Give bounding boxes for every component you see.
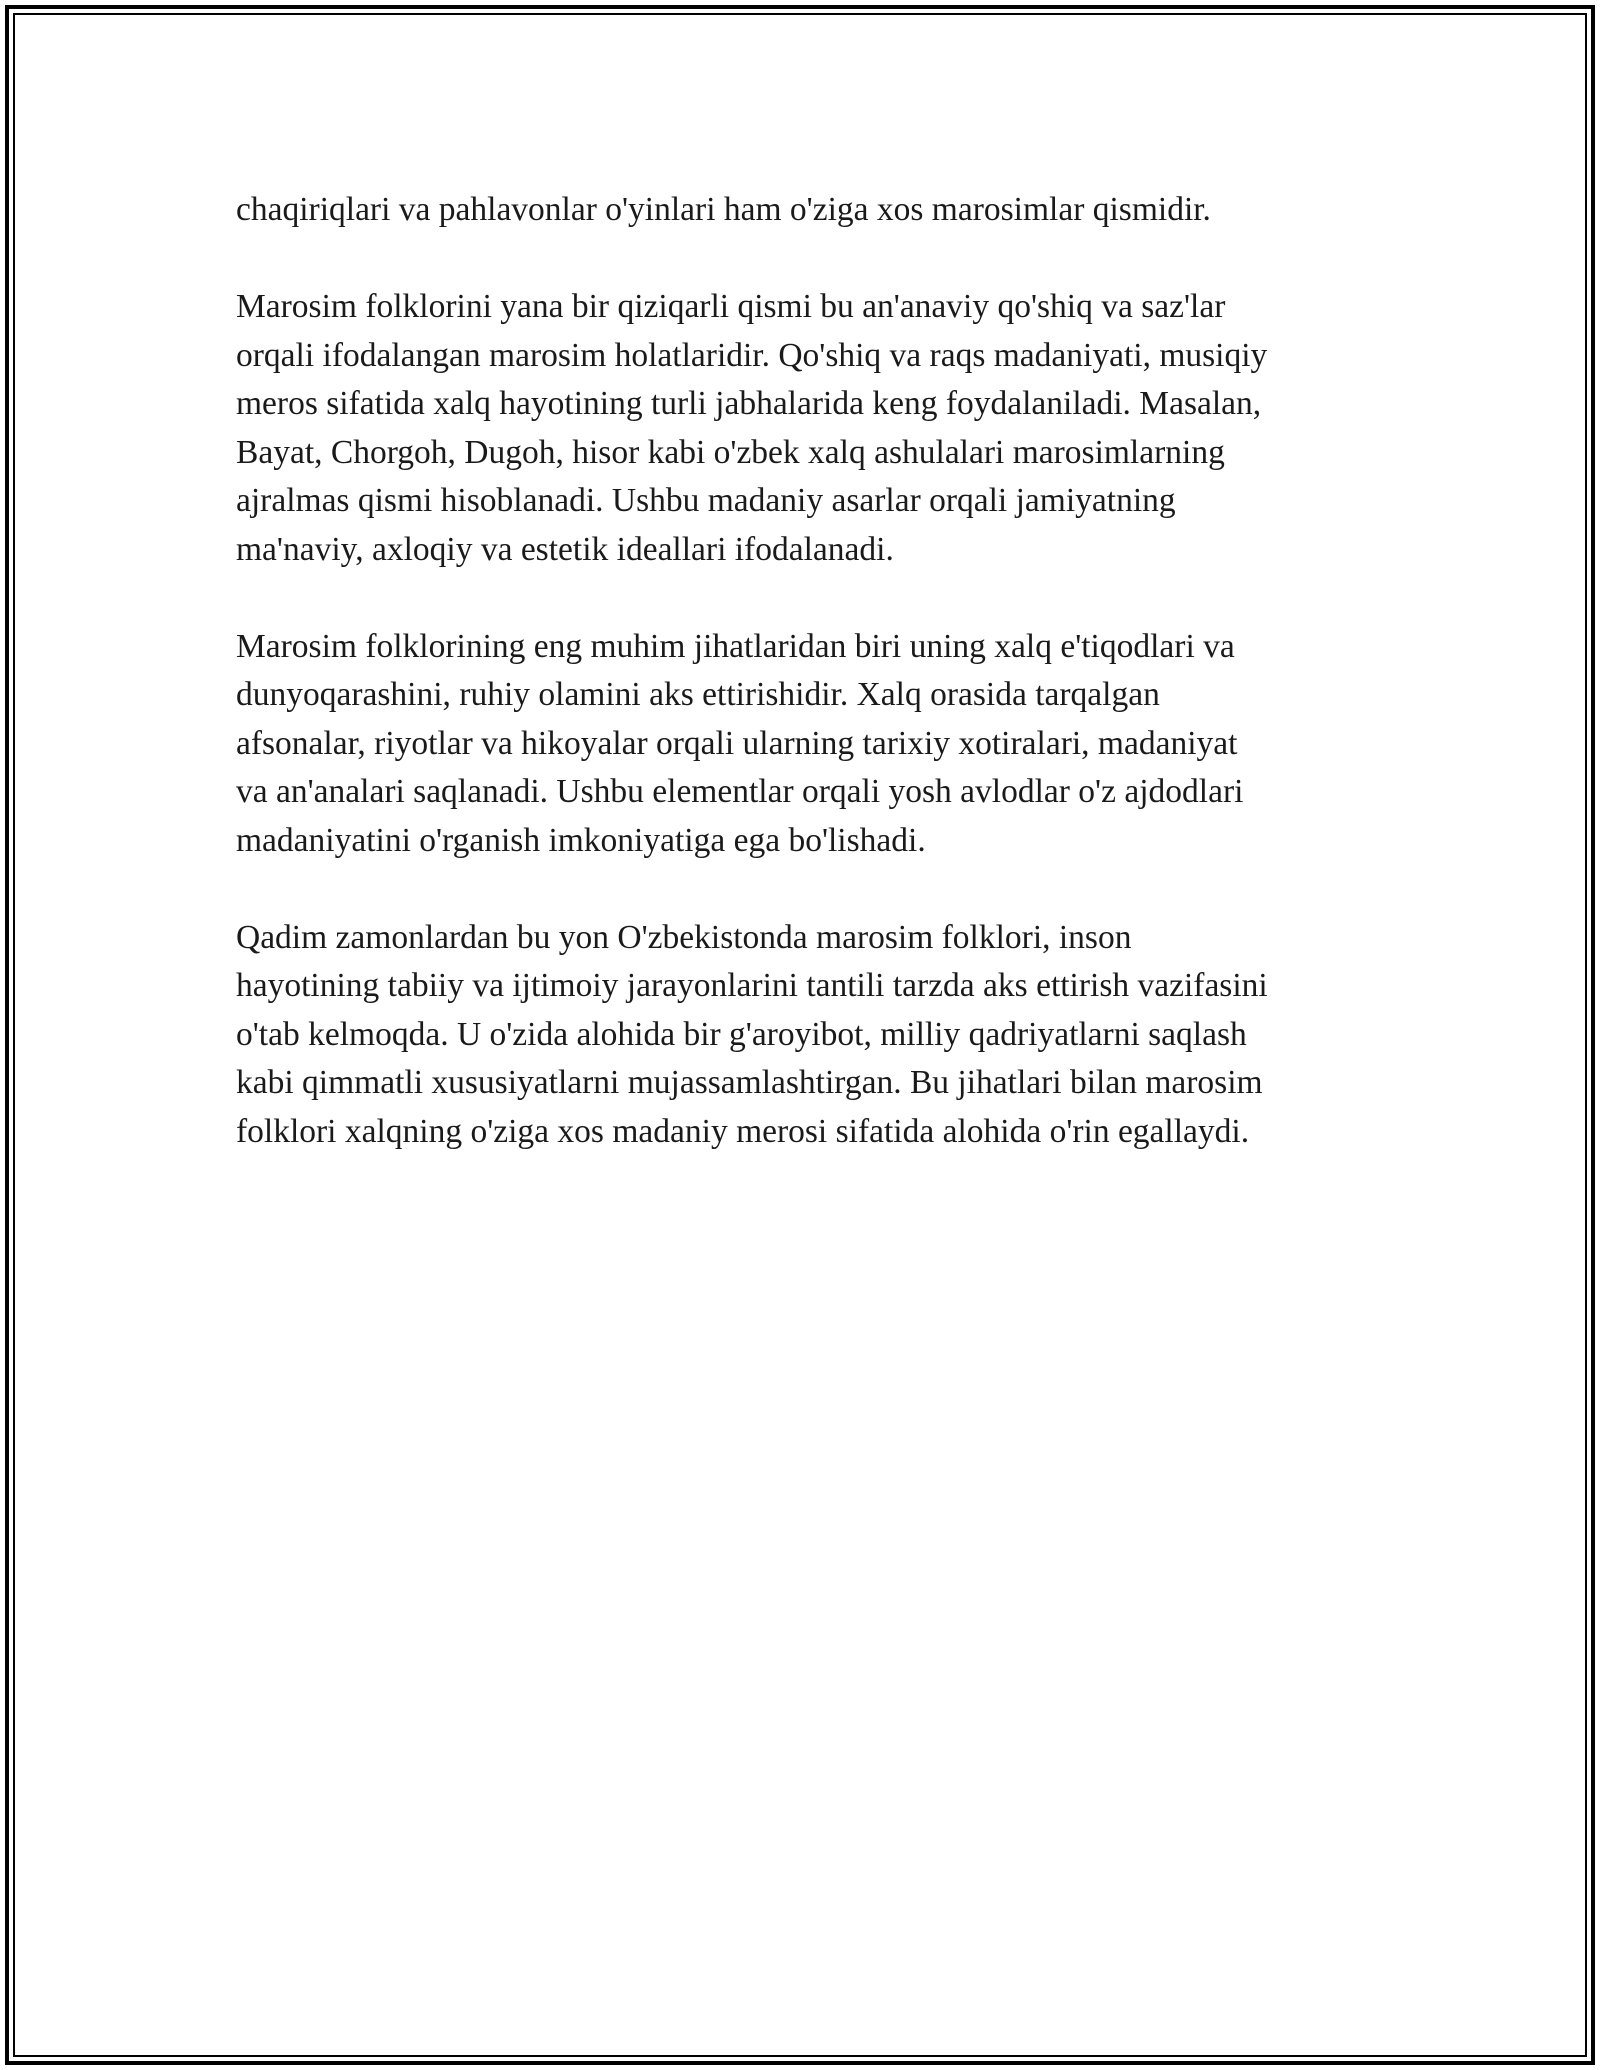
text-line: folklori xalqning o'ziga xos madaniy merosi sifatida alohida o'rin egallaydi. [236, 1112, 1250, 1150]
text-line: Marosim folklorining eng muhim jihatlaridan biri uning xalq e'tiqodlari va [236, 627, 1235, 665]
text-line: meros sifatida xalq hayotining turli jabhalarida keng foydalaniladi. Masalan, [236, 385, 1262, 422]
document-body [236, 186, 1386, 1205]
paragraph-4 [236, 914, 1386, 1157]
text-line: afsonalar, riyotlar va hikoyalar orqali ularning tarixiy xotiralari, madaniyat [236, 724, 1238, 762]
text-line: Bayat, Chorgoh, Dugoh, hisor kabi o'zbek xalq ashulalari marosimlarning [236, 433, 1225, 471]
text-line: chaqiriqlari va pahlavonlar o'yinlari ham o'ziga xos marosimlar qismidir. [236, 191, 1211, 228]
text-line: orqali ifodalangan marosim holatlaridir. Qo'shiq va raqs madaniyati, musiqiy [236, 336, 1268, 374]
text-line: madaniyatini o'rganish imkoniyatiga ega bo'lishadi. [236, 821, 926, 859]
text-line: Qadim zamonlardan bu yon O'zbekistonda marosim folklori, inson [236, 918, 1132, 956]
text-line: dunyoqarashini, ruhiy olamini aks ettirishidir. Xalq orasida tarqalgan [236, 676, 1160, 713]
text-line: Marosim folklorini yana bir qiziqarli qismi bu an'anaviy qo'shiq va saz'lar [236, 288, 1226, 325]
paragraph-2 [236, 283, 1386, 574]
text-line: kabi qimmatli xususiyatlarni mujassamlashtirgan. Bu jihatlari bilan marosim [236, 1064, 1263, 1101]
text-line: o'tab kelmoqda. U o'zida alohida bir g'aroyibot, milliy qadriyatlarni saqlash [236, 1015, 1247, 1053]
text-line: va an'analari saqlanadi. Ushbu elementlar orqali yosh avlodlar o'z ajdodlari [236, 773, 1244, 810]
text-line: ma'naviy, axloqiy va estetik ideallari ifodalanadi. [236, 530, 894, 568]
text-line: ajralmas qismi hisoblanadi. Ushbu madaniy asarlar orqali jamiyatning [236, 482, 1176, 519]
paragraph-3 [236, 623, 1386, 866]
paragraph-1 [236, 186, 1386, 235]
text-line: hayotining tabiiy va ijtimoiy jarayonlarini tantili tarzda aks ettirish vazifasini [236, 967, 1268, 1004]
